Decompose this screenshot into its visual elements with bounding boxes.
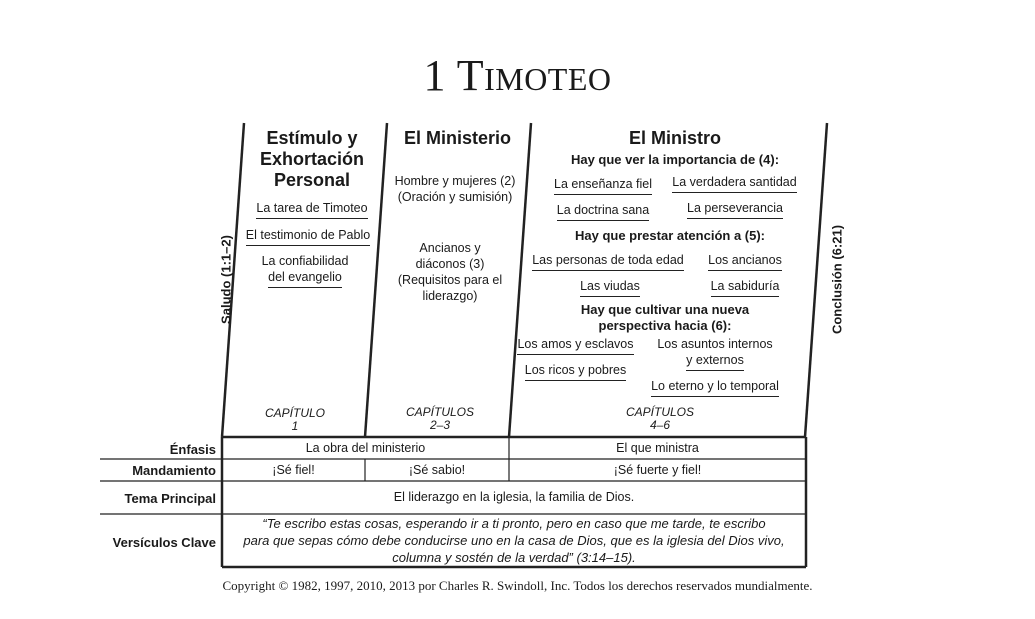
sub-atencion: Hay que prestar atención a (5): [575,228,765,243]
cell-enfasis-obra: La obra del ministerio [305,441,426,455]
item-personas: Las personas de toda edad [530,252,686,268]
item-hombre-mujeres: Hombre y mujeres (2) (Oración y sumisión) [394,174,516,204]
cell-fiel: ¡Sé fiel! [272,463,315,477]
heading-ministro: El Ministro [628,128,721,148]
page-title: 1 TIMOTEO [423,51,612,100]
item-santidad: La verdadera santidad [667,174,802,190]
copyright: Copyright © 1982, 1997, 2010, 2013 por Charles R. Swindoll, Inc. Todos los derechos reservados mundialmente. [222,578,813,593]
sub-perspectiva: Hay que cultivar una nueva perspectiva hacia (6): [580,302,750,333]
item-ancianos: Los ancianos [700,252,790,268]
label-conclusion: Conclusión (6:21) [829,224,845,335]
cell-sabio: ¡Sé sabio! [408,463,466,477]
cell-fuerte: ¡Sé fuerte y fiel! [613,463,702,477]
chapter-1: CAPÍTULO 1 [264,406,325,433]
chapter-4-6: CAPÍTULOS 4–6 [625,405,694,432]
heading-personal: Estímulo y Exhortación Personal [259,128,365,190]
item-viudas: Las viudas [560,278,660,294]
label-mandamiento: Mandamiento [132,463,216,478]
item-tarea: La tarea de Timoteo [247,200,377,216]
chapter-2-3: CAPÍTULOS 2–3 [405,405,474,432]
heading-ministerio: El Ministerio [403,128,511,148]
label-versiculos: Versículos Clave [112,535,216,550]
label-enfasis: Énfasis [169,442,216,457]
divider-right [805,123,827,437]
item-testimonio: El testimonio de Pablo [240,227,376,243]
item-sabiduria: La sabiduría [700,278,790,294]
cell-tema: El liderazgo en la iglesia, la familia de Dios. [393,490,635,504]
item-asuntos: Los asuntos internos y externos [650,336,780,368]
item-confiabilidad: La confiabilidad del evangelio [240,253,370,285]
cell-enfasis-ministra: El que ministra [616,441,699,455]
item-doctrina: La doctrina sana [548,202,658,218]
item-ensenanza: La enseñanza fiel [548,176,658,192]
label-saludo: Saludo (1:1–2) [218,235,234,324]
label-tema: Tema Principal [124,491,216,506]
cell-versiculos: “Te escribo estas cosas, esperando ir a ti pronto, pero en caso que me tarde, te escribo para que sepas cómo debe conducirse uno en la casa de Dios, que es la iglesia del Dios vivo, columna y sostén de la verdad” (3:14–15). [243,516,785,565]
item-ancianos-diaconos: Ancianos y diáconos (3) (Requisitos para el liderazgo) [397,241,503,303]
item-ricos-pobres: Los ricos y pobres [513,362,638,378]
item-amos-esclavos: Los amos y esclavos [513,336,638,352]
item-eterno-temporal: Lo eterno y lo temporal [645,378,785,394]
sub-importancia: Hay que ver la importancia de (4): [570,152,780,167]
item-perseverancia: La perseverancia [675,200,795,216]
